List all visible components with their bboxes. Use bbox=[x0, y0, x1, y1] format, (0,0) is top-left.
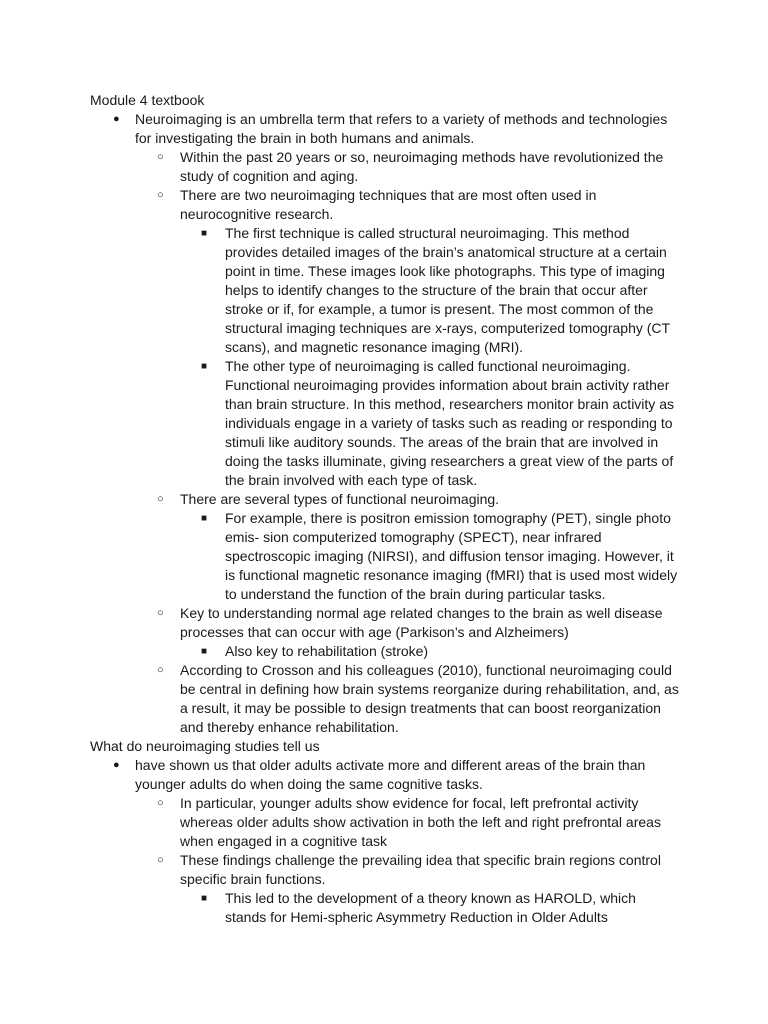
list-item bbox=[157, 148, 679, 186]
list-item bbox=[201, 224, 679, 357]
section-neuroimaging-studies bbox=[0, 737, 768, 927]
list-item-text: For example, there is positron emission tomography (PET), single photo emis- sion computerized tomography (SPECT), near infrared spectroscopic imaging (NIRSI), and diffusion tensor imaging. However, it is functional magnetic resonance imaging (fMRI) that is used most widely to understand the function of the brain during particular tasks. bbox=[225, 510, 678, 602]
list-item bbox=[157, 490, 679, 604]
level1-list bbox=[0, 110, 768, 737]
list-item bbox=[201, 889, 679, 927]
hollow-circle-bullet-icon: ○ bbox=[157, 607, 164, 619]
list-item bbox=[157, 661, 679, 737]
list-item bbox=[113, 110, 679, 737]
list-item-text: According to Crosson and his colleagues (2010), functional neuroimaging could be central in defining how brain systems reorganize during rehabilitation, and, as a result, it may be possible to design treatments that can boost reorganization and thereby enhance rehabilitation. bbox=[180, 662, 679, 735]
level3-list bbox=[180, 889, 679, 927]
level2-list bbox=[135, 794, 673, 927]
list-item-text: There are two neuroimaging techniques that are most often used in neurocognitive research. bbox=[180, 187, 597, 222]
list-item-text: have shown us that older adults activate more and different areas of the brain than younger adults do when doing the same cognitive tasks. bbox=[135, 757, 646, 792]
section-heading: What do neuroimaging studies tell us bbox=[90, 738, 320, 754]
document-page bbox=[0, 91, 768, 927]
square-bullet-icon: ■ bbox=[201, 893, 208, 904]
level1-list bbox=[0, 756, 768, 927]
hollow-circle-bullet-icon: ○ bbox=[157, 854, 164, 866]
list-item-text: Within the past 20 years or so, neuroimaging methods have revolutionized the study of cognition and aging. bbox=[180, 149, 664, 184]
square-bullet-icon: ■ bbox=[201, 646, 208, 657]
square-bullet-icon: ■ bbox=[201, 228, 208, 239]
list-item bbox=[201, 509, 679, 604]
document-title: Module 4 textbook bbox=[90, 92, 205, 108]
hollow-circle-bullet-icon: ○ bbox=[157, 189, 164, 201]
hollow-circle-bullet-icon: ○ bbox=[157, 493, 164, 505]
list-item-text: Also key to rehabilitation (stroke) bbox=[225, 643, 429, 659]
list-item bbox=[157, 186, 679, 490]
list-item bbox=[201, 357, 679, 490]
list-item-text: The other type of neuroimaging is called functional neuroimaging. Functional neuroimaging provides information about brain activity rather than brain structure. In this method, researchers monitor brain activity as individuals engage in a variety of tasks such as reading or responding to stimuli like auditory sounds. The areas of the brain that are involved in doing the tasks illuminate, giving researchers a great view of the parts of the brain involved with each type of task. bbox=[225, 358, 674, 488]
square-bullet-icon: ■ bbox=[201, 361, 208, 372]
hollow-circle-bullet-icon: ○ bbox=[157, 664, 164, 676]
list-item-text: Neuroimaging is an umbrella term that refers to a variety of methods and technologies for investigating the brain in both humans and animals. bbox=[135, 111, 668, 146]
level3-list bbox=[180, 509, 679, 604]
list-item-text: This led to the development of a theory known as HAROLD, which stands for Hemi-spheric Asymmetry Reduction in Older Adults bbox=[225, 890, 636, 925]
list-item-text: There are several types of functional neuroimaging. bbox=[180, 491, 500, 507]
section-neuroimaging bbox=[0, 110, 768, 737]
list-item bbox=[157, 851, 679, 927]
list-item bbox=[201, 642, 679, 661]
list-item bbox=[157, 604, 679, 661]
list-item-text: The first technique is called structural neuroimaging. This method provides detailed images of the brain’s anatomical structure at a certain point in time. These images look like photographs. This type of imaging helps to identify changes to the structure of the brain that occur after stroke or if, for example, a tumor is present. The most common of the structural imaging techniques are x-rays, computerized tomography (CT scans), and magnetic resonance imaging (MRI). bbox=[225, 225, 670, 355]
level3-list bbox=[180, 642, 679, 661]
list-item-text: Key to understanding normal age related changes to the brain as well disease processes that can occur with age (Parkison’s and Alzheimers) bbox=[180, 605, 663, 640]
level2-list bbox=[135, 148, 679, 737]
hollow-circle-bullet-icon: ○ bbox=[157, 151, 164, 163]
hollow-circle-bullet-icon: ○ bbox=[157, 797, 164, 809]
list-item-text: These findings challenge the prevailing idea that specific brain regions control specific brain functions. bbox=[180, 852, 661, 887]
list-item bbox=[113, 756, 673, 927]
level3-list bbox=[180, 224, 679, 490]
filled-circle-bullet-icon: ● bbox=[113, 759, 120, 771]
list-item-text: In particular, younger adults show evidence for focal, left prefrontal activity whereas older adults show activation in both the left and right prefrontal areas when engaged in a cognitive task bbox=[180, 795, 661, 849]
square-bullet-icon: ■ bbox=[201, 513, 208, 524]
list-item bbox=[157, 794, 679, 851]
filled-circle-bullet-icon: ● bbox=[113, 113, 120, 125]
